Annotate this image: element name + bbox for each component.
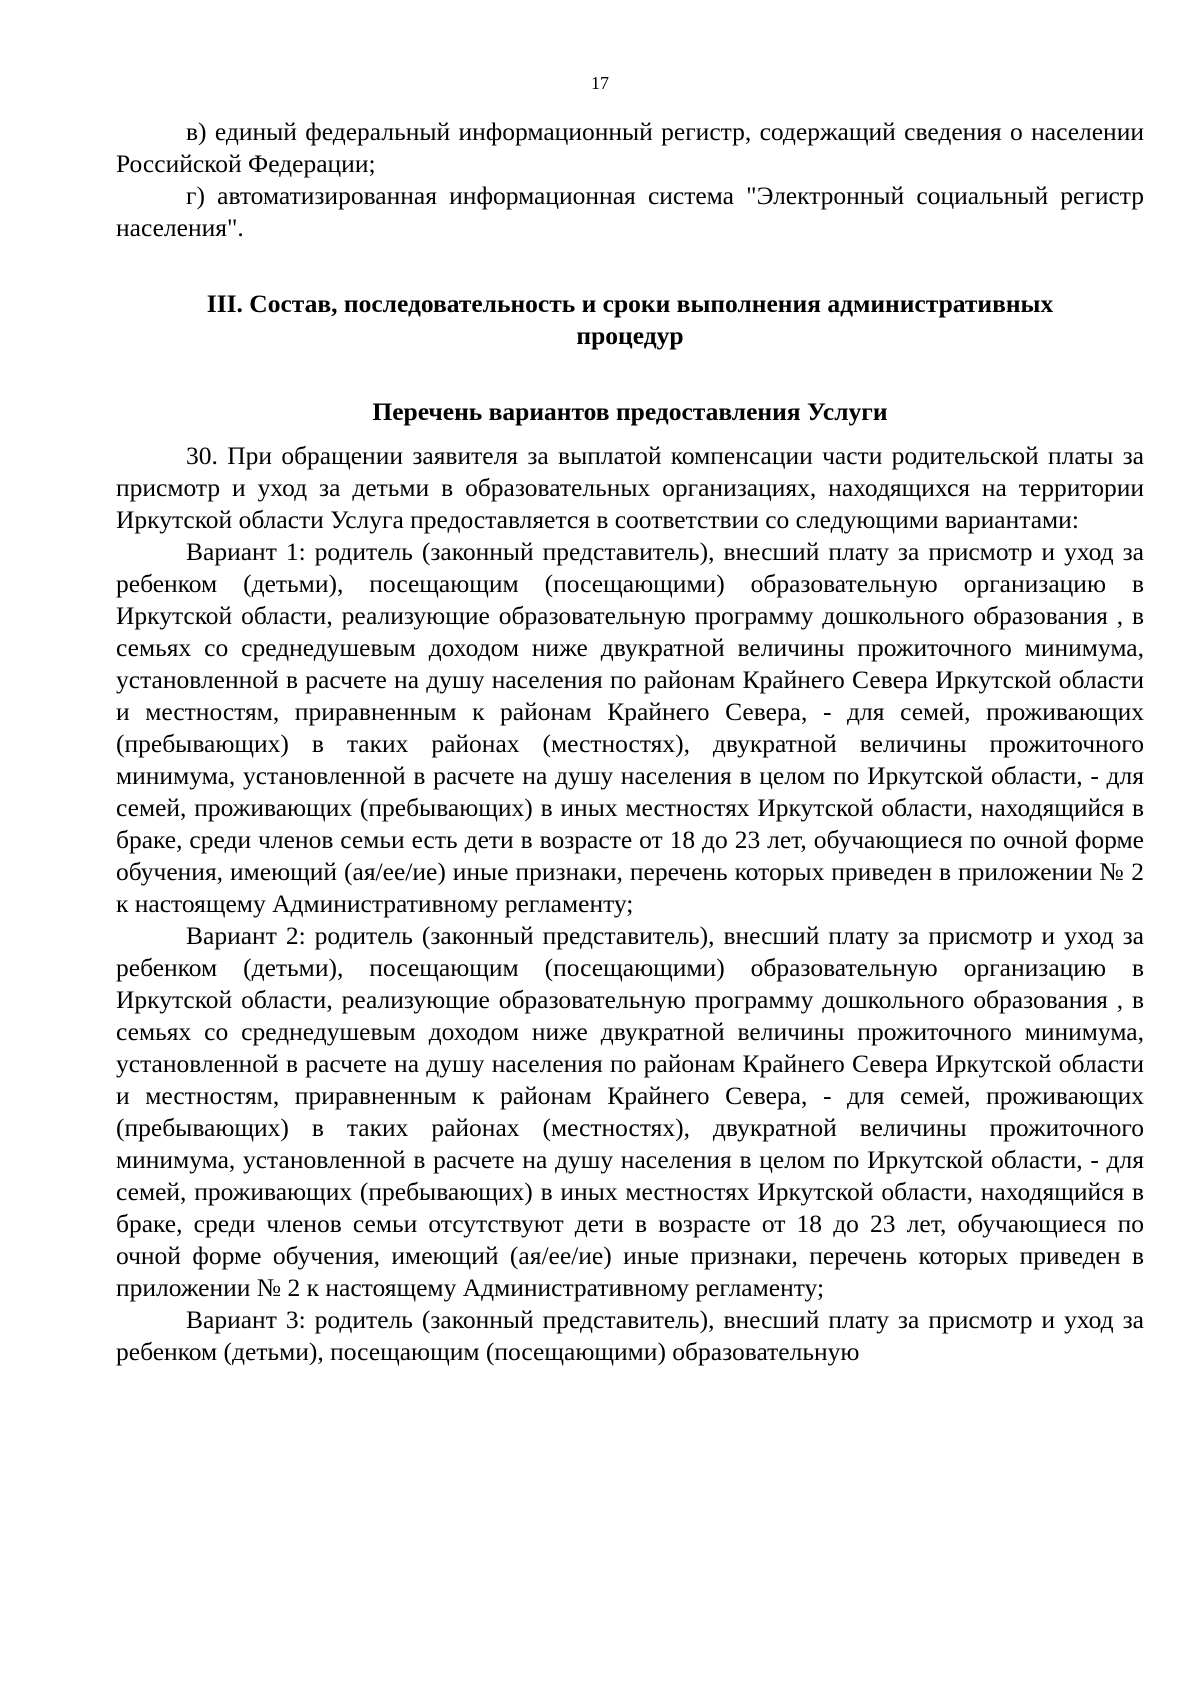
sub-heading: Перечень вариантов предоставления Услуги: [372, 397, 888, 426]
paragraph-30: 30. При обращении заявителя за выплатой компенсации части родительской платы за присмотр и уход за детьми в образовательных организациях, находящихся на территории Иркутской области Услуга предоставляется в соответствии со следующими вариантами:: [116, 441, 1144, 534]
paragraph-item-g: г) автоматизированная информационная система "Электронный социальный регистр населения".: [116, 181, 1144, 242]
section-heading: III. Состав, последовательность и сроки выполнения административных процедур: [206, 289, 1054, 350]
paragraph-variant-3: Вариант 3: родитель (законный представитель), внесший плату за присмотр и уход за ребенком (детьми), посещающим (посещающими) образовательную: [116, 1305, 1144, 1366]
document-body: [116, 116, 1144, 1368]
page-number: 17: [591, 73, 609, 93]
paragraph-variant-1: Вариант 1: родитель (законный представитель), внесший плату за присмотр и уход за ребенком (детьми), посещающим (посещающими) образовательную организацию в Иркутской области, реализующие образовательную программу дошкольного образования , в семьях со среднедушевым доходом ниже двукратной величины прожиточного минимума, установленной в расчете на душу населения по районам Крайнего Севера Иркутской области и местностям, приравненным к районам Крайнего Севера, - для семей, проживающих (пребывающих) в таких районах (местностях), двукратной величины прожиточного минимума, установленной в расчете на душу населения в целом по Иркутской области, - для семей, проживающих (пребывающих) в иных местностях Иркутской области, находящийся в браке, среди членов семьи есть дети в возрасте от 18 до 23 лет, обучающиеся по очной форме обучения, имеющий (ая/ее/ие) иные признаки, перечень которых приведен в приложении № 2 к настоящему Административному регламенту;: [116, 537, 1144, 918]
paragraph-item-v: в) единый федеральный информационный регистр, содержащий сведения о населении Российской Федерации;: [116, 117, 1144, 178]
paragraph-variant-2: Вариант 2: родитель (законный представитель), внесший плату за присмотр и уход за ребенком (детьми), посещающим (посещающими) образовательную организацию в Иркутской области, реализующие образовательную программу дошкольного образования , в семьях со среднедушевым доходом ниже двукратной величины прожиточного минимума, установленной в расчете на душу населения по районам Крайнего Севера Иркутской области и местностям, приравненным к районам Крайнего Севера, - для семей, проживающих (пребывающих) в таких районах (местностях), двукратной величины прожиточного минимума, установленной в расчете на душу населения в целом по Иркутской области, - для семей, проживающих (пребывающих) в иных местностях Иркутской области, находящийся в браке, среди членов семьи отсутствуют дети в возрасте от 18 до 23 лет, обучающиеся по очной форме обучения, имеющий (ая/ее/ие) иные признаки, перечень которых приведен в приложении № 2 к настоящему Административному регламенту;: [116, 921, 1144, 1302]
